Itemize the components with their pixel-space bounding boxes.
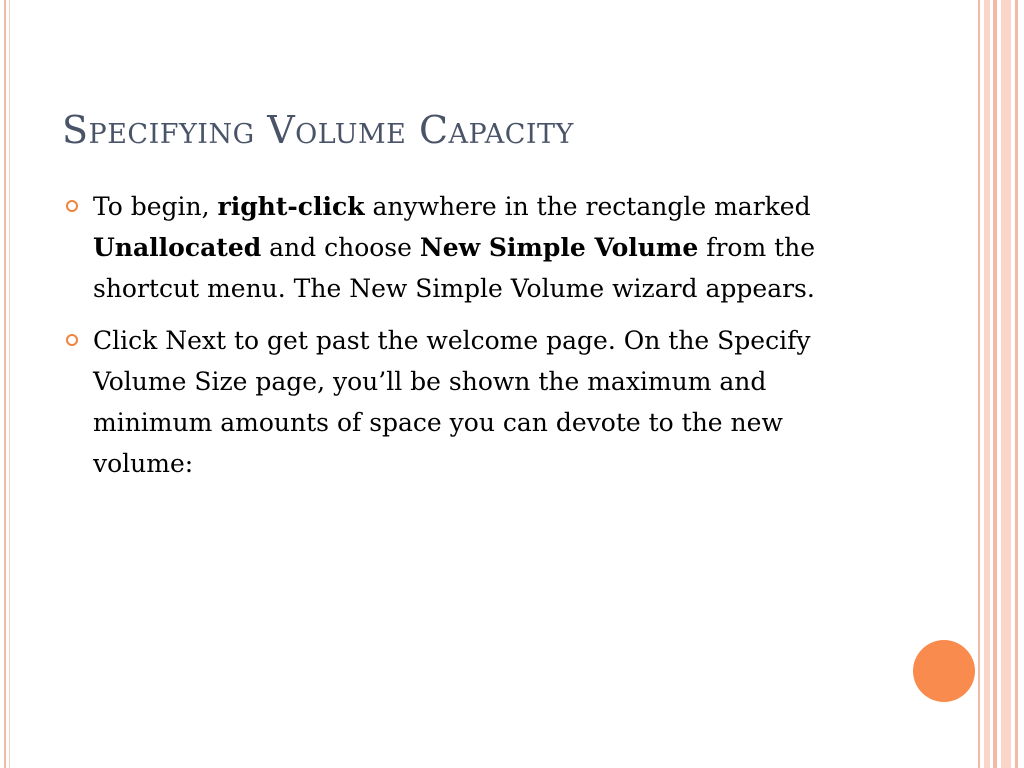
bullet-text-segment: To begin, — [93, 192, 218, 221]
bullet-item — [66, 320, 866, 484]
right-stripe — [1001, 0, 1011, 768]
bullet-item — [66, 186, 866, 309]
right-stripe — [978, 0, 980, 768]
right-stripe — [984, 0, 990, 768]
bullet-text-segment: from the shortcut menu. The New Simple Volume wizard appears. — [93, 233, 816, 303]
slide-title: Specifying Volume Capacity — [62, 108, 574, 152]
bullet-text-segment: anywhere in the rectangle marked — [364, 192, 811, 221]
bullet-text-bold: Unallocated — [93, 233, 262, 262]
circle-outline-icon — [66, 334, 78, 346]
left-border-line-inner — [9, 0, 10, 768]
decorative-circle — [913, 640, 975, 702]
bullet-text-segment: and choose — [261, 233, 420, 262]
right-stripe — [993, 0, 997, 768]
bullet-text-bold: New Simple Volume — [419, 233, 699, 262]
bullet-list — [66, 186, 866, 495]
circle-outline-icon — [66, 200, 78, 212]
bullet-text-segment: Click Next to get past the welcome page. On the Specify Volume Size page, you’ll be shown the maximum and minimum amounts of space you can devote to the new volume: — [93, 326, 811, 478]
right-stripe — [1015, 0, 1018, 768]
left-border-line — [4, 0, 6, 768]
bullet-text-bold: right-click — [217, 192, 365, 221]
